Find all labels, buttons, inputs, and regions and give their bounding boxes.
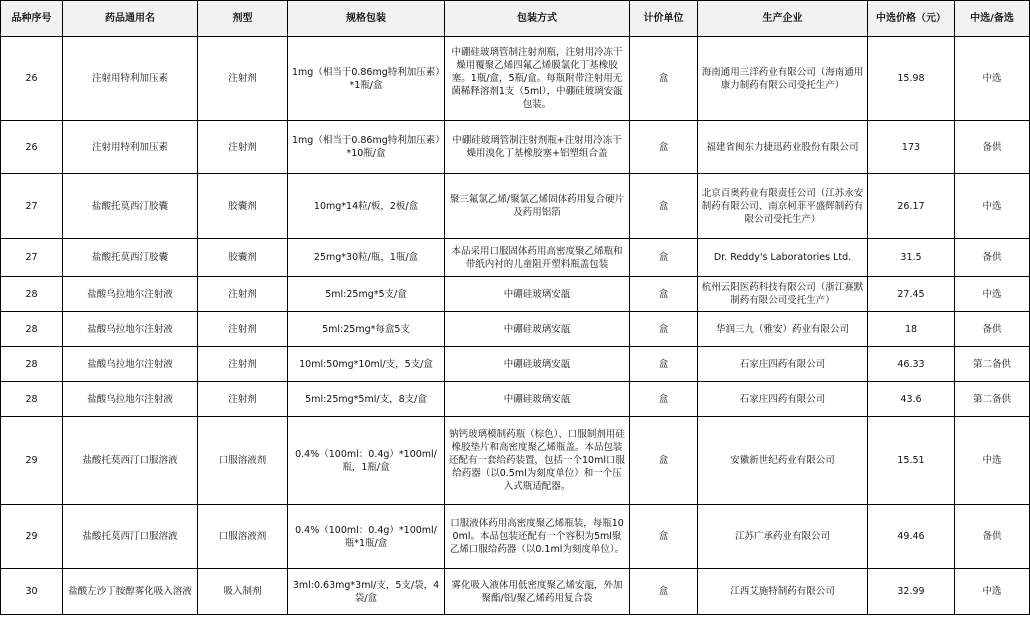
dosage-form-cell: 吸入制剂 <box>198 569 288 615</box>
header-cell: 中选价格（元） <box>868 1 955 37</box>
header-cell: 剂型 <box>198 1 288 37</box>
packaging-method-cell: 中硼硅玻璃管制注射剂瓶，注射用冷冻干燥用覆聚乙烯四氟乙烯膜氯化丁基橡胶塞。1瓶/盒，5瓶/盒。每瓶附带注射用无菌稀释溶剂1支（5ml），中硼硅玻璃安瓿包装。 <box>445 37 630 121</box>
dosage-form-cell: 口服溶液剂 <box>198 505 288 569</box>
header-cell: 计价单位 <box>630 1 698 37</box>
selection-status-cell: 中选 <box>955 174 1030 239</box>
dosage-form-cell: 注射剂 <box>198 277 288 312</box>
selected-price-cell: 15.51 <box>868 417 955 505</box>
selected-price-cell: 15.98 <box>868 37 955 121</box>
header-cell: 生产企业 <box>698 1 868 37</box>
selected-price-cell: 27.45 <box>868 277 955 312</box>
header-cell: 规格包装 <box>288 1 445 37</box>
spec-package-cell: 5ml:25mg*每盒5支 <box>288 312 445 347</box>
pricing-unit-cell: 盒 <box>630 569 698 615</box>
dosage-form-cell: 注射剂 <box>198 312 288 347</box>
pricing-unit-cell: 盒 <box>630 347 698 382</box>
table-row <box>1 121 1030 174</box>
manufacturer-cell: 安徽新世纪药业有限公司 <box>698 417 868 505</box>
manufacturer-cell: 江苏广承药业有限公司 <box>698 505 868 569</box>
selection-status-cell: 备供 <box>955 505 1030 569</box>
selected-price-cell: 32.99 <box>868 569 955 615</box>
drug-name-cell: 注射用特利加压素 <box>63 37 198 121</box>
selection-status-cell: 备供 <box>955 121 1030 174</box>
row-index-cell: 27 <box>1 174 63 239</box>
packaging-method-cell: 中硼硅玻璃安瓿 <box>445 312 630 347</box>
packaging-method-cell: 中硼硅玻璃安瓿 <box>445 277 630 312</box>
spec-package-cell: 1mg（相当于0.86mg特利加压素）*1瓶/盒 <box>288 37 445 121</box>
selected-price-cell: 18 <box>868 312 955 347</box>
packaging-method-cell: 中硼硅玻璃安瓿 <box>445 382 630 417</box>
pricing-unit-cell: 盒 <box>630 312 698 347</box>
selection-status-cell: 中选 <box>955 37 1030 121</box>
pricing-unit-cell: 盒 <box>630 277 698 312</box>
manufacturer-cell: 杭州云阳医药科技有限公司（浙江赛默制药有限公司受托生产） <box>698 277 868 312</box>
selection-status-cell: 备供 <box>955 312 1030 347</box>
spec-package-cell: 10ml:50mg*10ml/支，5支/盒 <box>288 347 445 382</box>
pricing-unit-cell: 盒 <box>630 174 698 239</box>
spec-package-cell: 5ml:25mg*5ml/支，8支/盒 <box>288 382 445 417</box>
manufacturer-cell: 华润三九（雅安）药业有限公司 <box>698 312 868 347</box>
selection-status-cell: 备供 <box>955 239 1030 277</box>
packaging-method-cell: 中硼硅玻璃管制注射剂瓶+注射用冷冻干燥用溴化丁基橡胶塞+铝塑组合盖 <box>445 121 630 174</box>
row-index-cell: 28 <box>1 347 63 382</box>
dosage-form-cell: 注射剂 <box>198 347 288 382</box>
manufacturer-cell: 北京百奥药业有限责任公司（江苏永安制药有限公司、南京柯菲平盛辉制药有限公司受托生产） <box>698 174 868 239</box>
row-index-cell: 26 <box>1 37 63 121</box>
manufacturer-cell: Dr. Reddy's Laboratories Ltd. <box>698 239 868 277</box>
spec-package-cell: 25mg*30粒/瓶，1瓶/盒 <box>288 239 445 277</box>
table-row <box>1 382 1030 417</box>
spec-package-cell: 1mg（相当于0.86mg特利加压素）*10瓶/盒 <box>288 121 445 174</box>
spec-package-cell: 0.4%（100ml：0.4g）*100ml/瓶，1瓶/盒 <box>288 417 445 505</box>
header-cell: 品种序号 <box>1 1 63 37</box>
spec-package-cell: 3ml:0.63mg*3ml/支，5支/袋，4袋/盒 <box>288 569 445 615</box>
header-cell: 包装方式 <box>445 1 630 37</box>
drug-name-cell: 盐酸左沙丁胺醇雾化吸入溶液 <box>63 569 198 615</box>
drug-name-cell: 注射用特利加压素 <box>63 121 198 174</box>
row-index-cell: 28 <box>1 277 63 312</box>
header-cell: 药品通用名 <box>63 1 198 37</box>
manufacturer-cell: 海南通用三洋药业有限公司（海南通用康力制药有限公司受托生产） <box>698 37 868 121</box>
pricing-unit-cell: 盒 <box>630 239 698 277</box>
packaging-method-cell: 本品采用口服固体药用高密度聚乙烯瓶和带纸内衬的儿童阻开塑料瓶盖包装 <box>445 239 630 277</box>
row-index-cell: 29 <box>1 417 63 505</box>
drug-name-cell: 盐酸乌拉地尔注射液 <box>63 347 198 382</box>
pricing-unit-cell: 盒 <box>630 505 698 569</box>
row-index-cell: 28 <box>1 382 63 417</box>
drug-name-cell: 盐酸托莫西汀胶囊 <box>63 174 198 239</box>
selection-status-cell: 第二备供 <box>955 347 1030 382</box>
table-row <box>1 312 1030 347</box>
manufacturer-cell: 江西艾施特制药有限公司 <box>698 569 868 615</box>
spec-package-cell: 0.4%（100ml：0.4g）*100ml/瓶*1瓶/盒 <box>288 505 445 569</box>
dosage-form-cell: 注射剂 <box>198 37 288 121</box>
selection-status-cell: 中选 <box>955 277 1030 312</box>
dosage-form-cell: 口服溶液剂 <box>198 417 288 505</box>
row-index-cell: 27 <box>1 239 63 277</box>
row-index-cell: 30 <box>1 569 63 615</box>
drug-name-cell: 盐酸托莫西汀口服溶液 <box>63 417 198 505</box>
packaging-method-cell: 雾化吸入液体用低密度聚乙烯安瓿，外加聚酯/铝/聚乙烯药用复合袋 <box>445 569 630 615</box>
pricing-unit-cell: 盒 <box>630 37 698 121</box>
dosage-form-cell: 胶囊剂 <box>198 239 288 277</box>
manufacturer-cell: 石家庄四药有限公司 <box>698 347 868 382</box>
drug-name-cell: 盐酸乌拉地尔注射液 <box>63 277 198 312</box>
drug-name-cell: 盐酸乌拉地尔注射液 <box>63 382 198 417</box>
selected-price-cell: 26.17 <box>868 174 955 239</box>
dosage-form-cell: 胶囊剂 <box>198 174 288 239</box>
pricing-unit-cell: 盒 <box>630 382 698 417</box>
selected-price-cell: 173 <box>868 121 955 174</box>
row-index-cell: 29 <box>1 505 63 569</box>
table-header-row <box>1 1 1030 37</box>
pricing-unit-cell: 盒 <box>630 121 698 174</box>
table-row <box>1 505 1030 569</box>
selected-price-cell: 46.33 <box>868 347 955 382</box>
selection-status-cell: 中选 <box>955 569 1030 615</box>
selected-price-cell: 43.6 <box>868 382 955 417</box>
manufacturer-cell: 石家庄四药有限公司 <box>698 382 868 417</box>
selected-price-cell: 49.46 <box>868 505 955 569</box>
selection-status-cell: 中选 <box>955 417 1030 505</box>
drug-name-cell: 盐酸托莫西汀口服溶液 <box>63 505 198 569</box>
row-index-cell: 28 <box>1 312 63 347</box>
table-row <box>1 347 1030 382</box>
table-row <box>1 37 1030 121</box>
packaging-method-cell: 钠钙玻璃模制药瓶（棕色）、口服制剂用硅橡胶垫片和高密度聚乙烯瓶盖。本品包装还配有一套给药装置，包括一个10ml口服给药器（以0.5ml为刻度单位）和一个压入式瓶适配器。 <box>445 417 630 505</box>
row-index-cell: 26 <box>1 121 63 174</box>
table-row <box>1 239 1030 277</box>
spec-package-cell: 10mg*14粒/板，2板/盒 <box>288 174 445 239</box>
table-row <box>1 569 1030 615</box>
table-row <box>1 417 1030 505</box>
dosage-form-cell: 注射剂 <box>198 121 288 174</box>
drug-name-cell: 盐酸托莫西汀胶囊 <box>63 239 198 277</box>
manufacturer-cell: 福建省闽东力捷迅药业股份有限公司 <box>698 121 868 174</box>
header-cell: 中选/备选 <box>955 1 1030 37</box>
selection-status-cell: 第二备供 <box>955 382 1030 417</box>
selected-price-cell: 31.5 <box>868 239 955 277</box>
table-row <box>1 277 1030 312</box>
pricing-unit-cell: 盒 <box>630 417 698 505</box>
drug-name-cell: 盐酸乌拉地尔注射液 <box>63 312 198 347</box>
dosage-form-cell: 注射剂 <box>198 382 288 417</box>
packaging-method-cell: 口服液体药用高密度聚乙烯瓶装，每瓶100ml。本品包装还配有一个容积为5ml聚乙烯口服给药器（以0.1ml为刻度单位）。 <box>445 505 630 569</box>
spec-package-cell: 5ml:25mg*5支/盒 <box>288 277 445 312</box>
packaging-method-cell: 聚三氟氯乙烯/聚氯乙烯固体药用复合硬片及药用铝箔 <box>445 174 630 239</box>
packaging-method-cell: 中硼硅玻璃安瓿 <box>445 347 630 382</box>
table-row <box>1 174 1030 239</box>
